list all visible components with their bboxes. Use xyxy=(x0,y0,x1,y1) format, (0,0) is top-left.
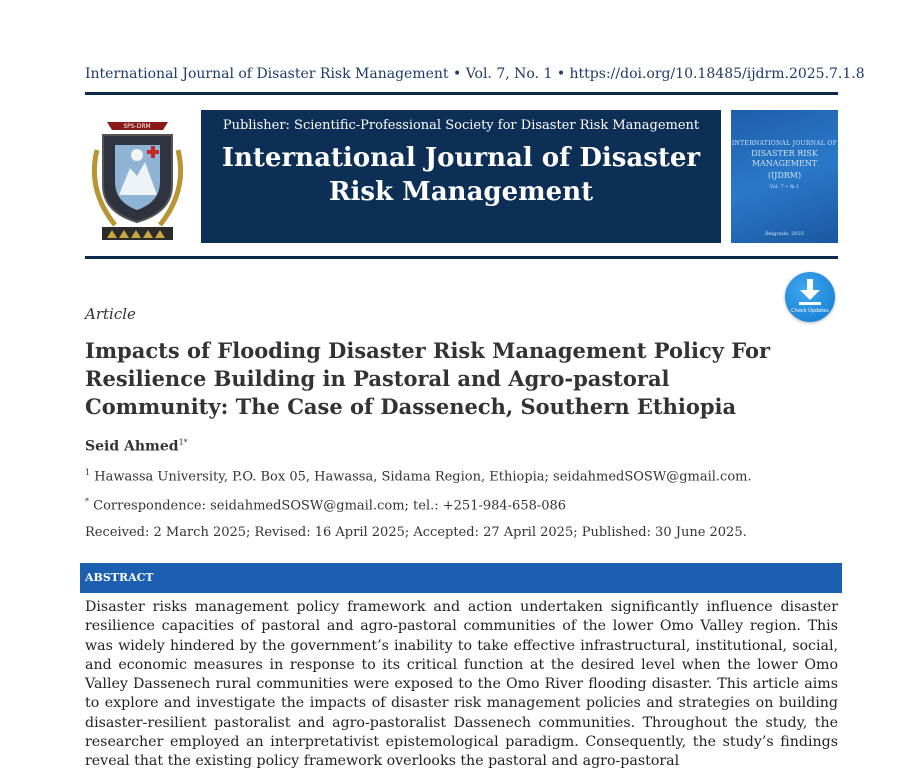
abstract-heading: ABSTRACT xyxy=(80,563,842,593)
cover-line3: (IJDRM) xyxy=(767,171,802,180)
abstract-text: Disaster risks management policy framework and action undertaken significantly influence disaster resilience capacities of pastoral and agro-pastoral communities of the lower Omo Valley region. This was widely hindered by the government’s inability to take effective infrastructural, institutional, social, and economic measures in response to its critical function at the desired level when the lower Omo Valley Dassenech rural communities were exposed to the Omo River flooding disaster. This article aims to explore and investigate the impacts of disaster risk management policies and strategies on building disaster-resilient pastoralist and agro-pastoralist Dassenech communities. Throughout the study, the researcher employed an interpretativist epistemological paradigm. Consequently, the study’s findings reveal that the existing policy framework overlooks the pastoral and agro-pastoral xyxy=(85,599,838,770)
society-logo xyxy=(85,110,190,245)
cover-line2: DISASTER RISK MANAGEMENT xyxy=(751,149,818,168)
journal-cover-thumbnail xyxy=(731,110,838,243)
article-type: Article xyxy=(85,305,136,323)
journal-citation-line: International Journal of Disaster Risk Management • Vol. 7, No. 1 • https://doi.org/10.18485/ijdrm.2025.7.1.8 xyxy=(85,66,865,82)
header-rule-top xyxy=(85,92,838,95)
header-rule-bottom xyxy=(85,256,838,259)
affiliation xyxy=(85,468,752,484)
author-superscript: 1* xyxy=(178,438,188,447)
publisher-line: Publisher: Scientific-Professional Society for Disaster Risk Management xyxy=(222,118,700,133)
journal-title-line1: International Journal of Disaster xyxy=(221,143,701,173)
correspondence xyxy=(85,497,566,513)
journal-title-line2: Risk Management xyxy=(328,177,594,207)
affiliation-superscript: 1 xyxy=(85,468,91,477)
cover-line4: Vol. 7 • № 1 xyxy=(769,184,800,190)
check-updates-label: Check Updates xyxy=(791,308,829,314)
cover-line1: INTERNATIONAL JOURNAL OF xyxy=(731,140,838,147)
logo-text: SPS-DRM xyxy=(123,123,151,130)
correspondence-superscript: * xyxy=(85,497,89,506)
journal-banner xyxy=(201,110,721,243)
author-name xyxy=(85,438,188,455)
check-updates-button[interactable] xyxy=(785,272,835,322)
author-name-text: Seid Ahmed xyxy=(85,438,179,455)
cover-line5: Belgrade, 2025 xyxy=(765,231,804,237)
paper-title: Impacts of Flooding Disaster Risk Management Policy For Resilience Building in Pastoral and Agro-pastoral Community: The Case of Dassenech, Southern Ethiopia xyxy=(85,338,771,419)
download-icon xyxy=(785,272,835,308)
correspondence-text: Correspondence: seidahmedSOSW@gmail.com; tel.: +251-984-658-086 xyxy=(93,498,567,514)
affiliation-text: Hawassa University, P.O. Box 05, Hawassa, Sidama Region, Ethiopia; seidahmedSOSW@gmail.com. xyxy=(94,469,752,485)
publication-dates: Received: 2 March 2025; Revised: 16 April 2025; Accepted: 27 April 2025; Published: 30 June 2025. xyxy=(85,525,747,540)
